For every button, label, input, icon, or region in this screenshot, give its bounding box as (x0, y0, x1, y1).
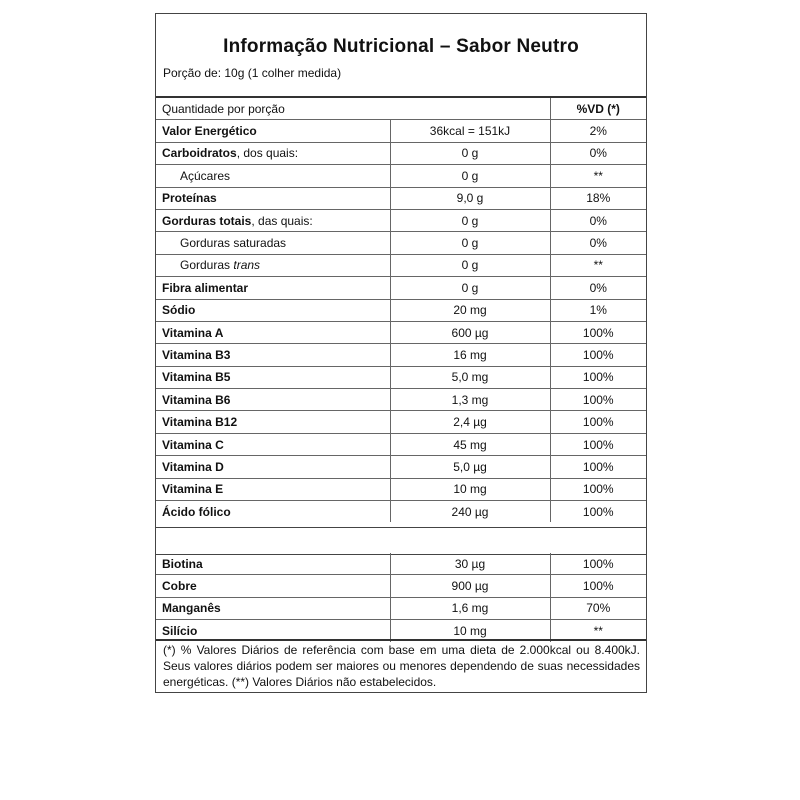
nutrient-value: 900 µg (390, 575, 550, 597)
nutrient-value: 30 µg (390, 553, 550, 575)
table-row (156, 456, 646, 478)
nutrient-dv: 100% (550, 344, 646, 366)
nutrient-name: Manganês (156, 597, 390, 619)
nutrient-name: Vitamina B5 (156, 366, 390, 388)
nutrient-value: 0 g (390, 254, 550, 276)
nutrient-name: Gorduras saturadas (156, 232, 390, 254)
nutrient-name: Valor Energético (156, 120, 390, 142)
nutrient-name: Vitamina B3 (156, 344, 390, 366)
nutrient-name: Biotina (162, 556, 203, 571)
table-title: Informação Nutricional – Sabor Neutro (223, 36, 579, 57)
nutrient-name: Vitamina C (156, 433, 390, 455)
nutrients-table (156, 98, 646, 522)
table-row (156, 575, 646, 597)
minerals-table (156, 553, 646, 642)
dv-header: %VD (*) (550, 98, 646, 120)
nutrient-name-bold: Carboidratos (162, 146, 237, 161)
nutrient-value: 0 g (390, 232, 550, 254)
nutrient-value: 10 mg (390, 620, 550, 642)
nutrient-value: 600 µg (390, 321, 550, 343)
section-gap (156, 527, 646, 555)
nutrient-dv: ** (550, 254, 646, 276)
nutrient-value: 5,0 µg (390, 456, 550, 478)
nutrient-name: Silício (156, 620, 390, 642)
nutrient-name: Vitamina E (156, 478, 390, 500)
nutrient-name: Vitamina B6 (156, 389, 390, 411)
nutrient-name: Açúcares (156, 165, 390, 187)
nutrient-name-bold: Gorduras totais (162, 213, 252, 228)
nutrient-name: Sódio (156, 299, 390, 321)
nutrient-name-rest: , das quais: (251, 213, 313, 228)
nutrient-value: 36kcal = 151kJ (390, 120, 550, 142)
table-row (156, 478, 646, 500)
nutrient-value: 240 µg (390, 501, 550, 523)
nutrient-name: Vitamina A (156, 321, 390, 343)
nutrient-dv: 100% (550, 501, 646, 523)
nutrient-dv: 100% (550, 411, 646, 433)
table-row (156, 411, 646, 433)
table-row (156, 187, 646, 209)
table-row (156, 321, 646, 343)
nutrient-value: 0 g (390, 209, 550, 231)
nutrient-name-rest: , dos quais: (236, 146, 299, 161)
table-row (156, 597, 646, 619)
nutrient-value: 0 g (390, 277, 550, 299)
table-row (156, 209, 646, 231)
table-row (156, 344, 646, 366)
header-row (156, 98, 646, 120)
nutrient-name: Proteínas (156, 187, 390, 209)
nutrient-dv: ** (550, 165, 646, 187)
nutrient-name-italic: trans (233, 258, 261, 273)
nutrient-dv: 100% (550, 575, 646, 597)
table-row (156, 254, 646, 276)
portion-size: Porção de: 10g (1 colher medida) (163, 66, 342, 80)
nutrient-value: 1,3 mg (390, 389, 550, 411)
table-row (156, 232, 646, 254)
nutrient-value: 1,6 mg (390, 597, 550, 619)
table-row (156, 366, 646, 388)
nutrient-value: 20 mg (390, 299, 550, 321)
nutrient-value: 45 mg (390, 433, 550, 455)
nutrition-facts-panel (155, 13, 647, 693)
nutrient-dv: 0% (550, 277, 646, 299)
divider-bottom (156, 639, 646, 641)
nutrient-name (156, 254, 390, 276)
nutrient-dv: 100% (550, 389, 646, 411)
nutrient-dv: 18% (550, 187, 646, 209)
nutrient-name: Cobre (156, 575, 390, 597)
nutrient-value: 9,0 g (390, 187, 550, 209)
table-row (156, 501, 646, 523)
nutrient-dv: 100% (550, 456, 646, 478)
nutrient-dv: 100% (550, 478, 646, 500)
nutrient-name: Ácido fólico (156, 501, 390, 523)
nutrient-value: 10 mg (390, 478, 550, 500)
quantity-header: Quantidade por porção (162, 101, 285, 116)
nutrient-name (156, 209, 390, 231)
nutrient-dv: ** (550, 620, 646, 642)
nutrient-dv: 0% (550, 232, 646, 254)
nutrient-value: 0 g (390, 165, 550, 187)
nutrient-dv: 100% (550, 553, 646, 575)
nutrient-value: 0 g (390, 142, 550, 164)
nutrient-dv: 70% (550, 597, 646, 619)
nutrient-dv: 100% (550, 433, 646, 455)
nutrient-value: 5,0 mg (390, 366, 550, 388)
nutrient-name: Vitamina D (156, 456, 390, 478)
footnote: (*) % Valores Diários de referência com base em uma dieta de 2.000kcal ou 8.400kJ. Seus valores diários podem ser maiores ou menores dependendo de suas necessidades energéticas. (**) Valores Diários não estabelecidos. (163, 643, 640, 689)
nutrient-name: Vitamina B12 (156, 411, 390, 433)
nutrient-dv: 100% (550, 366, 646, 388)
nutrient-value: 16 mg (390, 344, 550, 366)
nutrient-name-plain: Gorduras (180, 258, 234, 273)
nutrient-dv: 2% (550, 120, 646, 142)
nutrient-dv: 0% (550, 209, 646, 231)
table-row (156, 433, 646, 455)
nutrient-name: Fibra alimentar (156, 277, 390, 299)
table-row (156, 553, 646, 575)
table-row (156, 277, 646, 299)
table-row (156, 389, 646, 411)
nutrient-dv: 0% (550, 142, 646, 164)
nutrient-dv: 100% (550, 321, 646, 343)
nutrient-name (156, 142, 390, 164)
table-row (156, 120, 646, 142)
table-row (156, 299, 646, 321)
table-row (156, 142, 646, 164)
nutrient-dv: 1% (550, 299, 646, 321)
table-row (156, 165, 646, 187)
nutrient-value: 2,4 µg (390, 411, 550, 433)
